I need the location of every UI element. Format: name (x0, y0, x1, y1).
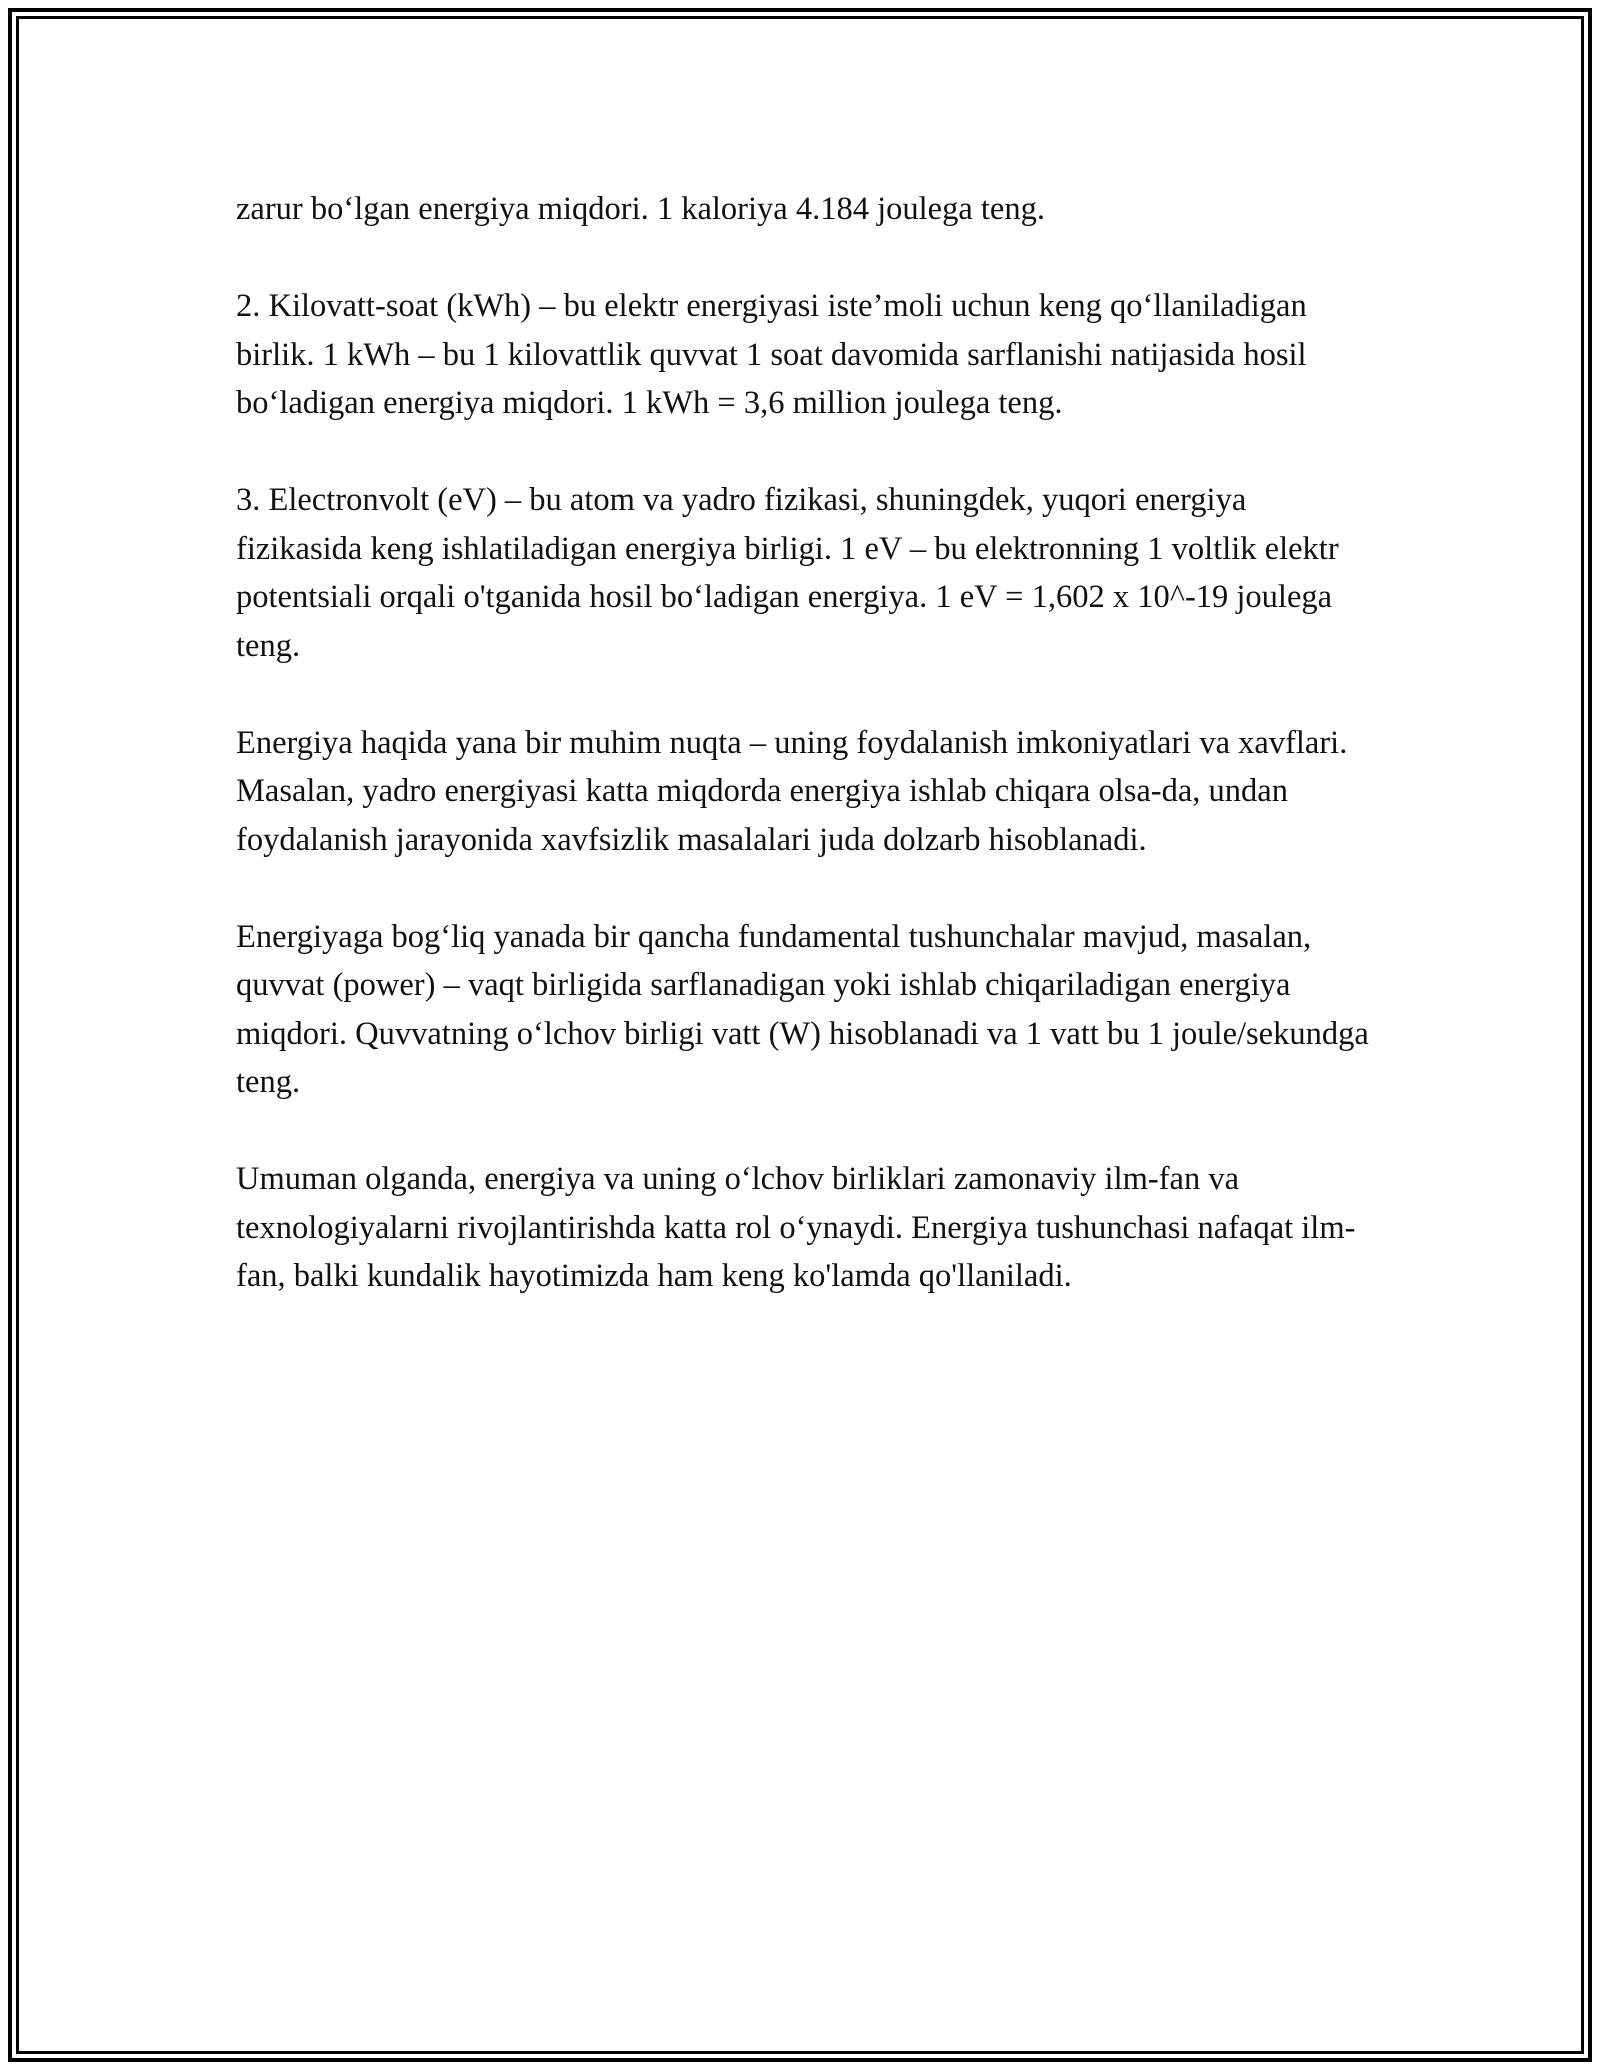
paragraph-kilowatt-hour: 2. Kilovatt-soat (kWh) – bu elektr energiyasi iste’moli uchun keng qo‘llaniladigan birlik. 1 kWh – bu 1 kilovattlik quvvat 1 soat davomida sarflanishi natijasida hosil bo‘ladigan energiya miqdori. 1 kWh = 3,6 million joulega teng. (236, 288, 1307, 421)
paragraph-power: Energiyaga bog‘liq yanada bir qancha fundamental tushunchalar mavjud, masalan, quvvat (power) – vaqt birligida sarflanadigan yoki ishlab chiqariladigan energiya miqdori. Quvvatning o‘lchov birligi vatt (W) hisoblanadi va 1 vatt bu 1 joule/sekundga teng. (236, 918, 1369, 1100)
paragraph-energy-risks: Energiya haqida yana bir muhim nuqta – uning foydalanish imkoniyatlari va xavflari. Masalan, yadro energiyasi katta miqdorda energiya ishlab chiqara olsa-da, undan foydalanish jarayonida xavfsizlik masalalari juda dolzarb hisoblanadi. (236, 724, 1348, 858)
paragraph-calorie-end: zarur bo‘lgan energiya miqdori. 1 kaloriya 4.184 joulega teng. (236, 191, 1045, 227)
paragraph-conclusion: Umuman olganda, energiya va uning o‘lchov birliklari zamonaviy ilm-fan va texnologiyalarni rivojlantirishda katta rol o‘ynaydi. Energiya tushunchasi nafaqat ilm-fan, balki kundalik hayotimizda ham keng ko'lamda qo'llaniladi. (236, 1161, 1356, 1294)
document-body (236, 185, 1376, 1301)
paragraph-electronvolt: 3. Electronvolt (eV) – bu atom va yadro fizikasi, shuningdek, yuqori energiya fizikasida keng ishlatiladigan energiya birligi. 1 eV – bu elektronning 1 voltlik elektr potentsiali orqali o'tganida hosil bo‘ladigan energiya. 1 eV = 1,602 x 10^-19 joulega teng. (236, 482, 1339, 664)
